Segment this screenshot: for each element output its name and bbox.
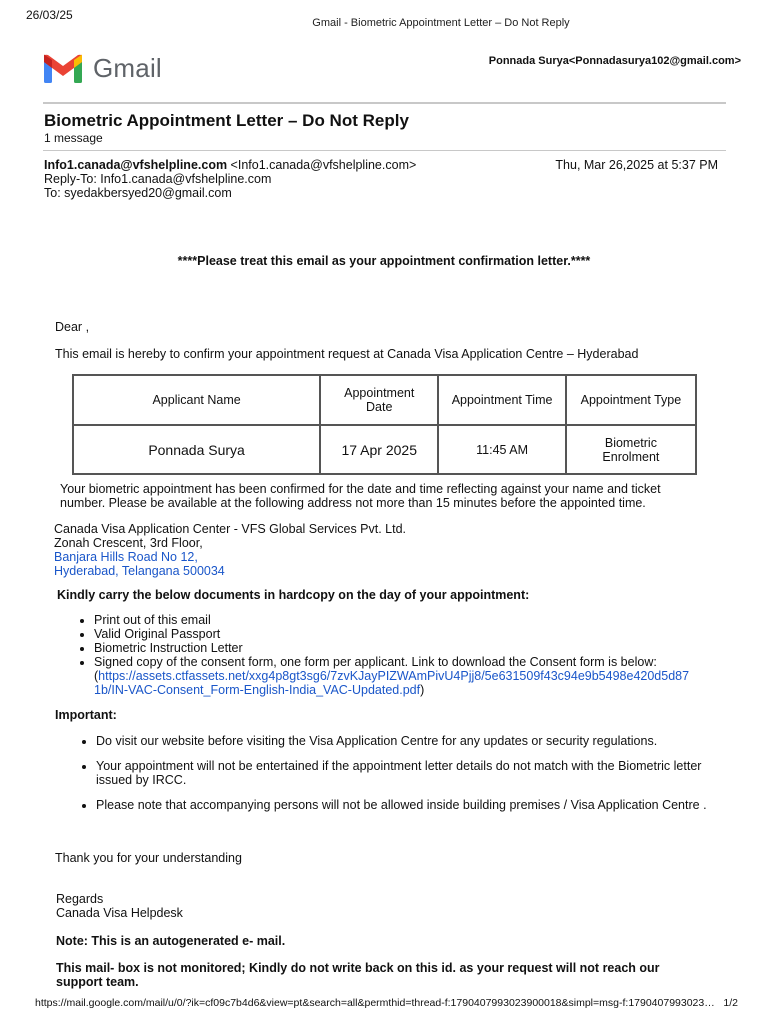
footer-url: https://mail.google.com/mail/u/0/?ik=cf09c7b4d6&view=pt&search=all&permthid=thread-f:1790407993023900018&simpl=msg-f:1790407993023… <box>35 997 715 1009</box>
table-header-row <box>73 375 696 425</box>
cell-applicant-name: Ponnada Surya <box>73 425 320 474</box>
email-date: Thu, Mar 26,2025 at 5:37 PM <box>555 158 718 172</box>
footer-page-number: 1/2 <box>723 997 738 1009</box>
list-item: • Signed copy of the consent form, one form per applicant. Link to download the Consent form is below: (https://assets.ctfassets.net/xxg4p8gt3sg6/7zvKJayPIZWAmPivU4Pjj8/5e631509f43c94e9b5498e420d5d87 1b/IN-VAC-Consent_Form-English-India_VAC-Updated.pdf) <box>94 655 716 697</box>
confirm-text-line1: Your biometric appointment has been confirmed for the date and time reflecting against your name and ticket <box>60 482 661 496</box>
gmail-m-icon <box>43 54 83 84</box>
header-appointment-time: Appointment Time <box>438 375 566 425</box>
intro-text: This email is hereby to confirm your appointment request at Canada Visa Application Centre – Hyderabad <box>55 347 639 361</box>
cell-appointment-date: 17 Apr 2025 <box>320 425 438 474</box>
list-item: • Print out of this email <box>94 613 716 627</box>
print-date: 26/03/25 <box>26 8 73 22</box>
thanks-text: Thank you for your understanding <box>55 851 242 865</box>
address-line3-link[interactable]: Banjara Hills Road No 12, <box>54 550 198 564</box>
appointment-table <box>72 374 697 475</box>
address-line1: Canada Visa Application Center - VFS Global Services Pvt. Ltd. <box>54 522 407 536</box>
important-heading: Important: <box>55 708 117 722</box>
recipient: To: syedakbersyed20@gmail.com <box>44 186 232 200</box>
print-title: Gmail - Biometric Appointment Letter – Do Not Reply <box>312 17 570 29</box>
list-item: • Biometric Instruction Letter <box>94 641 716 655</box>
subject-divider <box>43 150 726 151</box>
greeting: Dear , <box>55 320 90 334</box>
header-appointment-date: Appointment Date <box>320 375 438 425</box>
regards-text: Regards <box>56 892 104 906</box>
header-applicant-name: Applicant Name <box>73 375 320 425</box>
documents-heading: Kindly carry the below documents in hardcopy on the day of your appointment: <box>57 588 530 602</box>
consent-link-paren-open: ( <box>94 669 99 683</box>
consent-link-paren-close: ) <box>420 683 425 697</box>
table-row <box>73 425 696 474</box>
mailbox-notice-line1: This mail- box is not monitored; Kindly do not write back on this id. as your request will not reach our <box>56 961 660 975</box>
gmail-logo-text: Gmail <box>93 53 162 83</box>
address-line4-link[interactable]: Hyderabad, Telangana 500034 <box>54 564 225 578</box>
gmail-logo[interactable] <box>43 53 162 84</box>
sender-address: <Info1.canada@vfshelpline.com> <box>227 158 417 172</box>
autogenerated-note: Note: This is an autogenerated e- mail. <box>56 934 286 948</box>
list-item: • Please note that accompanying persons will not be allowed inside building premises / Visa Application Centre . <box>96 798 718 812</box>
signature: Canada Visa Helpdesk <box>56 906 183 920</box>
confirmation-banner: ****Please treat this email as your appointment confirmation letter.**** <box>177 254 591 268</box>
list-item: • Do visit our website before visiting the Visa Application Centre for any updates or security regulations. <box>96 734 718 748</box>
cell-appointment-time: 11:45 AM <box>438 425 566 474</box>
consent-form-link-cont[interactable]: 1b/IN-VAC-Consent_Form-English-India_VAC-Updated.pdf <box>94 683 421 697</box>
reply-to: Reply-To: Info1.canada@vfshelpline.com <box>44 172 272 186</box>
header-appointment-type: Appointment Type <box>566 375 696 425</box>
confirm-text-line2: number. Please be available at the following address not more than 15 minutes before the appointed time. <box>60 496 646 510</box>
consent-form-link[interactable]: https://assets.ctfassets.net/xxg4p8gt3sg6/7zvKJayPIZWAmPivU4Pjj8/5e631509f43c94e9b5498e420d5d87 <box>98 669 690 683</box>
documents-list <box>76 613 716 697</box>
account-email: Ponnada Surya<Ponnadasurya102@gmail.com> <box>488 55 741 67</box>
header-divider <box>43 102 726 104</box>
sender <box>44 158 416 172</box>
message-count: 1 message <box>44 131 103 145</box>
address-line2: Zonah Crescent, 3rd Floor, <box>54 536 203 550</box>
list-item: • Your appointment will not be entertained if the appointment letter details do not match with the Biometric letter issued by IRCC. <box>96 759 718 787</box>
email-subject: Biometric Appointment Letter – Do Not Reply <box>44 111 409 130</box>
list-item: • Valid Original Passport <box>94 627 716 641</box>
sender-name[interactable]: Info1.canada@vfshelpline.com <box>44 158 228 172</box>
cell-appointment-type: Biometric Enrolment <box>566 425 696 474</box>
important-list <box>78 734 718 823</box>
mailbox-notice-line2: support team. <box>56 975 139 989</box>
